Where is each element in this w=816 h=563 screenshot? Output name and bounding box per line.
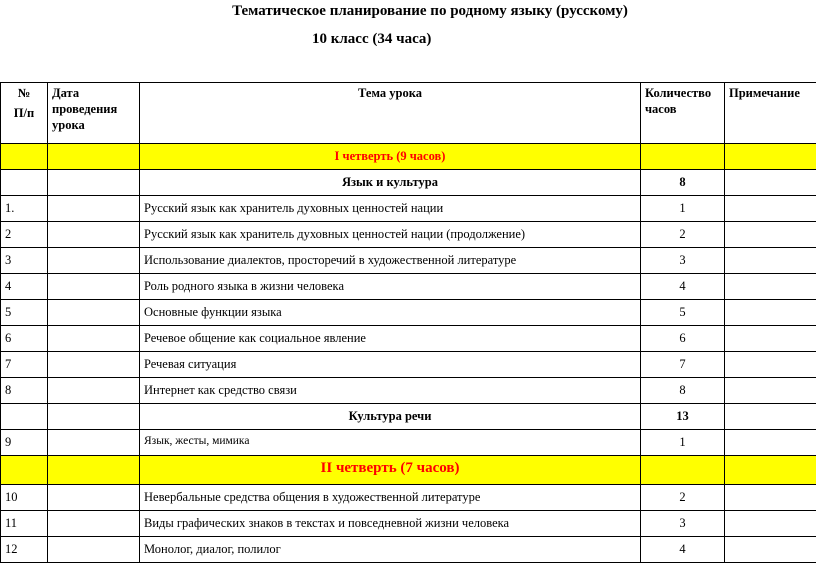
header-number-sign: № (17, 86, 31, 100)
cell-empty (641, 456, 725, 485)
cell-empty (1, 170, 48, 196)
cell-empty (725, 170, 816, 196)
lesson-topic: Основные функции языка (140, 300, 641, 326)
table-row (1, 196, 816, 222)
cell-empty (1, 456, 48, 485)
section-row (1, 404, 816, 430)
lesson-hours: 7 (641, 352, 725, 378)
table-row (1, 274, 816, 300)
lesson-date (48, 196, 140, 222)
quarter-row (1, 144, 816, 170)
lesson-note (725, 222, 816, 248)
lesson-topic: Виды графических знаков в текстах и повседневной жизни человека (140, 511, 641, 537)
table-row (1, 485, 816, 511)
table-row (1, 300, 816, 326)
lesson-number: 2 (1, 222, 48, 248)
table-row (1, 430, 816, 456)
lesson-hours: 4 (641, 274, 725, 300)
lesson-date (48, 248, 140, 274)
lesson-note (725, 537, 816, 563)
header-hours: Количество часов (641, 83, 725, 144)
cell-empty (48, 170, 140, 196)
lesson-date (48, 274, 140, 300)
cell-empty (48, 456, 140, 485)
lesson-topic: Язык, жесты, мимика (140, 430, 641, 456)
document-title: Тематическое планирование по родному языку (русскому) (232, 3, 628, 19)
table-row (1, 352, 816, 378)
cell-empty (725, 404, 816, 430)
header-note: Примечание (725, 83, 816, 144)
lesson-number: 1. (1, 196, 48, 222)
lesson-topic: Речевое общение как социальное явление (140, 326, 641, 352)
lesson-date (48, 430, 140, 456)
quarter-row (1, 456, 816, 485)
section-hours: 8 (641, 170, 725, 196)
table-row (1, 378, 816, 404)
table-row (1, 537, 816, 563)
quarter-label: I четверть (9 часов) (140, 144, 641, 170)
lesson-topic: Русский язык как хранитель духовных ценностей нации (140, 196, 641, 222)
lesson-topic: Невербальные средства общения в художественной литературе (140, 485, 641, 511)
lesson-date (48, 326, 140, 352)
section-hours: 13 (641, 404, 725, 430)
lesson-hours: 4 (641, 537, 725, 563)
lesson-note (725, 485, 816, 511)
document-subtitle: 10 класс (34 часа) (312, 31, 432, 47)
header-number-label: П/п (13, 106, 35, 120)
lesson-note (725, 274, 816, 300)
table-header-row (1, 83, 816, 144)
lesson-number: 4 (1, 274, 48, 300)
lesson-topic: Использование диалектов, просторечий в художественной литературе (140, 248, 641, 274)
section-row (1, 170, 816, 196)
lesson-note (725, 326, 816, 352)
lesson-number: 5 (1, 300, 48, 326)
lesson-number: 8 (1, 378, 48, 404)
table-row (1, 248, 816, 274)
lesson-hours: 3 (641, 248, 725, 274)
lesson-number: 6 (1, 326, 48, 352)
lesson-note (725, 430, 816, 456)
header-date: Дата проведения урока (48, 83, 140, 144)
lesson-topic: Интернет как средство связи (140, 378, 641, 404)
lesson-hours: 5 (641, 300, 725, 326)
lesson-note (725, 196, 816, 222)
cell-empty (641, 144, 725, 170)
lesson-topic: Монолог, диалог, полилог (140, 537, 641, 563)
lesson-hours: 1 (641, 196, 725, 222)
lesson-hours: 6 (641, 326, 725, 352)
cell-empty (725, 144, 816, 170)
lesson-date (48, 352, 140, 378)
lesson-date (48, 511, 140, 537)
lesson-hours: 2 (641, 485, 725, 511)
lesson-number: 3 (1, 248, 48, 274)
lesson-hours: 2 (641, 222, 725, 248)
table-row (1, 326, 816, 352)
lesson-topic: Русский язык как хранитель духовных ценностей нации (продолжение) (140, 222, 641, 248)
lesson-hours: 1 (641, 430, 725, 456)
lesson-date (48, 485, 140, 511)
lesson-note (725, 511, 816, 537)
section-label: Язык и культура (140, 170, 641, 196)
lesson-hours: 3 (641, 511, 725, 537)
lesson-number: 10 (1, 485, 48, 511)
lesson-note (725, 300, 816, 326)
lesson-note (725, 378, 816, 404)
cell-empty (1, 404, 48, 430)
header-number (1, 83, 48, 144)
cell-empty (48, 144, 140, 170)
table-row (1, 511, 816, 537)
quarter-label: II четверть (7 часов) (140, 456, 641, 485)
lesson-note (725, 248, 816, 274)
table-row (1, 222, 816, 248)
cell-empty (1, 144, 48, 170)
lesson-note (725, 352, 816, 378)
lesson-date (48, 300, 140, 326)
cell-empty (725, 456, 816, 485)
lesson-date (48, 222, 140, 248)
section-label: Культура речи (140, 404, 641, 430)
lesson-number: 9 (1, 430, 48, 456)
header-topic: Тема урока (140, 83, 641, 144)
lesson-topic: Речевая ситуация (140, 352, 641, 378)
lesson-number: 11 (1, 511, 48, 537)
lesson-date (48, 537, 140, 563)
lesson-date (48, 378, 140, 404)
lesson-number: 12 (1, 537, 48, 563)
lesson-hours: 8 (641, 378, 725, 404)
lesson-topic: Роль родного языка в жизни человека (140, 274, 641, 300)
cell-empty (48, 404, 140, 430)
lesson-number: 7 (1, 352, 48, 378)
lesson-plan-table (0, 82, 816, 563)
